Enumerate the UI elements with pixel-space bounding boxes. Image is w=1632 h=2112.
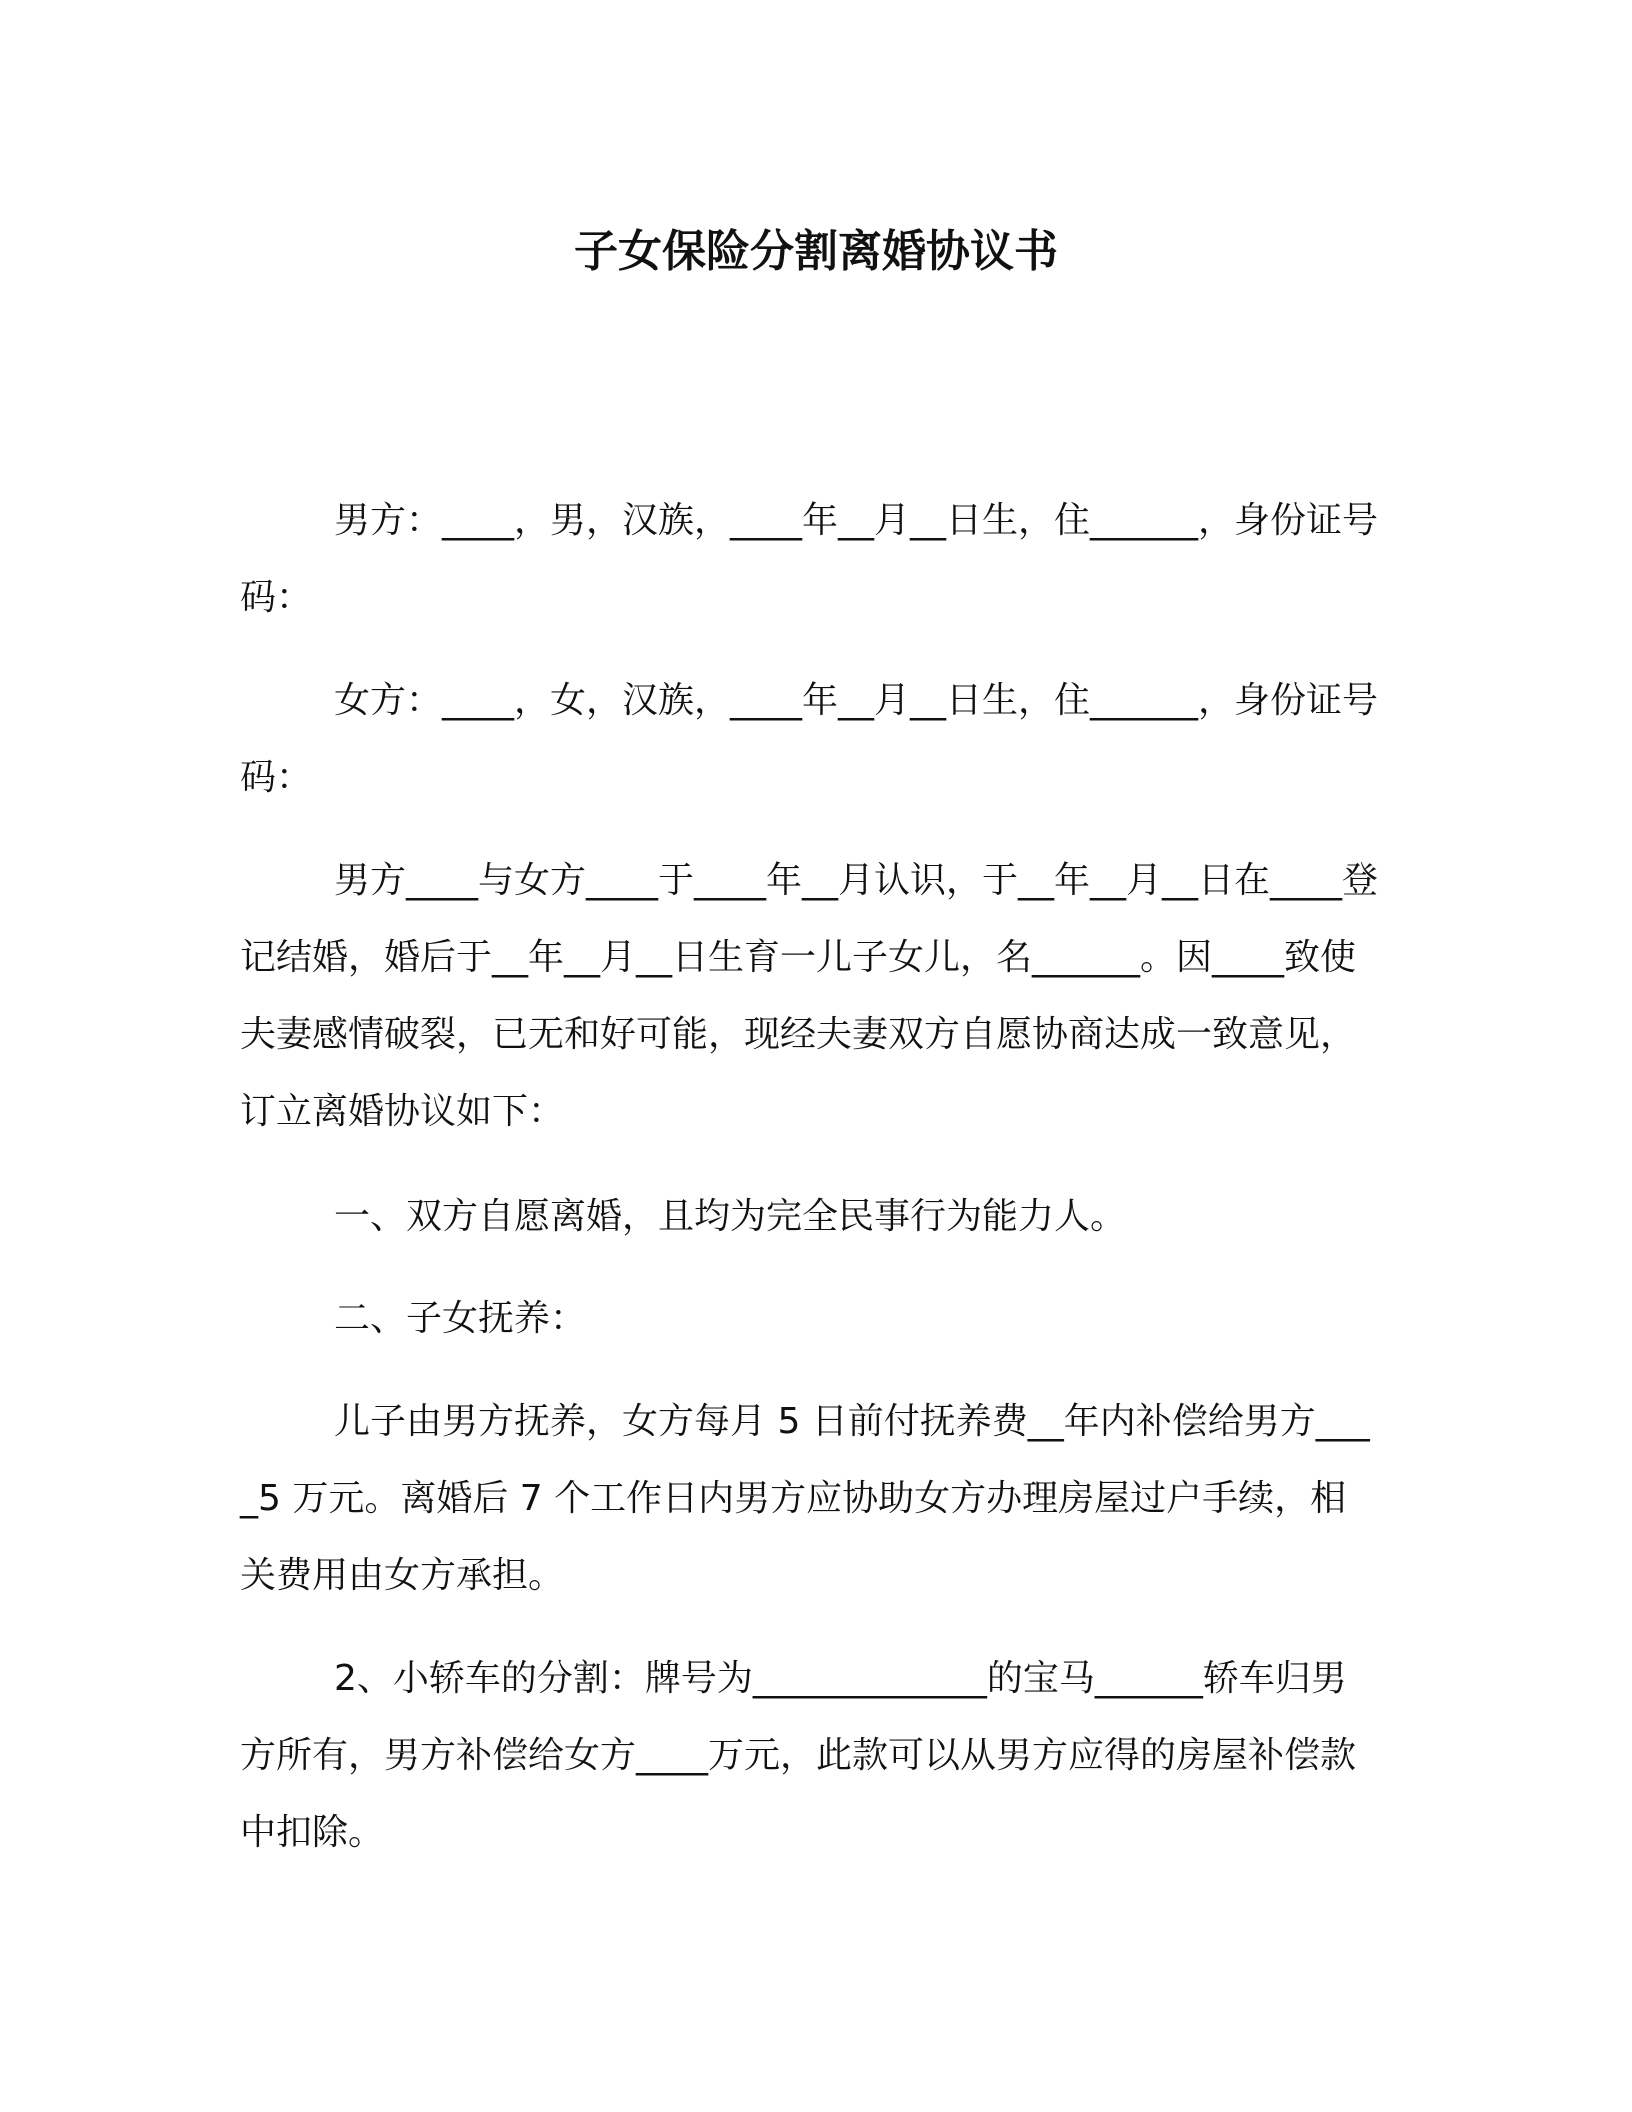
paragraph-female-party: 女方：____，女，汉族，____年__月__日生，住______，身份证号码：: [240, 680, 1379, 798]
paragraph-child-custody: 儿子由男方抚养，女方每月 5 日前付抚养费__年内补偿给男方____5 万元。离婚后 7 个工作日内男方应协助女方办理房屋过户手续，相关费用由女方承担。: [240, 1401, 1370, 1596]
paragraph-clause-1: 一、双方自愿离婚，且均为完全民事行为能力人。: [334, 1196, 1127, 1237]
document-title: 子女保险分割离婚协议书: [574, 226, 1058, 277]
paragraph-car-division: 2、小轿车的分割：牌号为_____________的宝马______轿车归男方所有，男方补偿给女方____万元，此款可以从男方应得的房屋补偿款中扣除。: [240, 1658, 1357, 1853]
paragraph-male-party: 男方：____，男，汉族，____年__月__日生，住______，身份证号码：: [240, 500, 1379, 618]
paragraph-background: 男方____与女方____于____年__月认识，于__年__月__日在____登记结婚，婚后于__年__月__日生育一儿子女儿，名______。因____致使夫妻感情破裂，已无和好可能，现经夫妻双方自愿协商达成一致意见，订立离婚协议如下：: [240, 860, 1379, 1132]
paragraph-clause-2-heading: 二、子女抚养：: [334, 1298, 587, 1339]
